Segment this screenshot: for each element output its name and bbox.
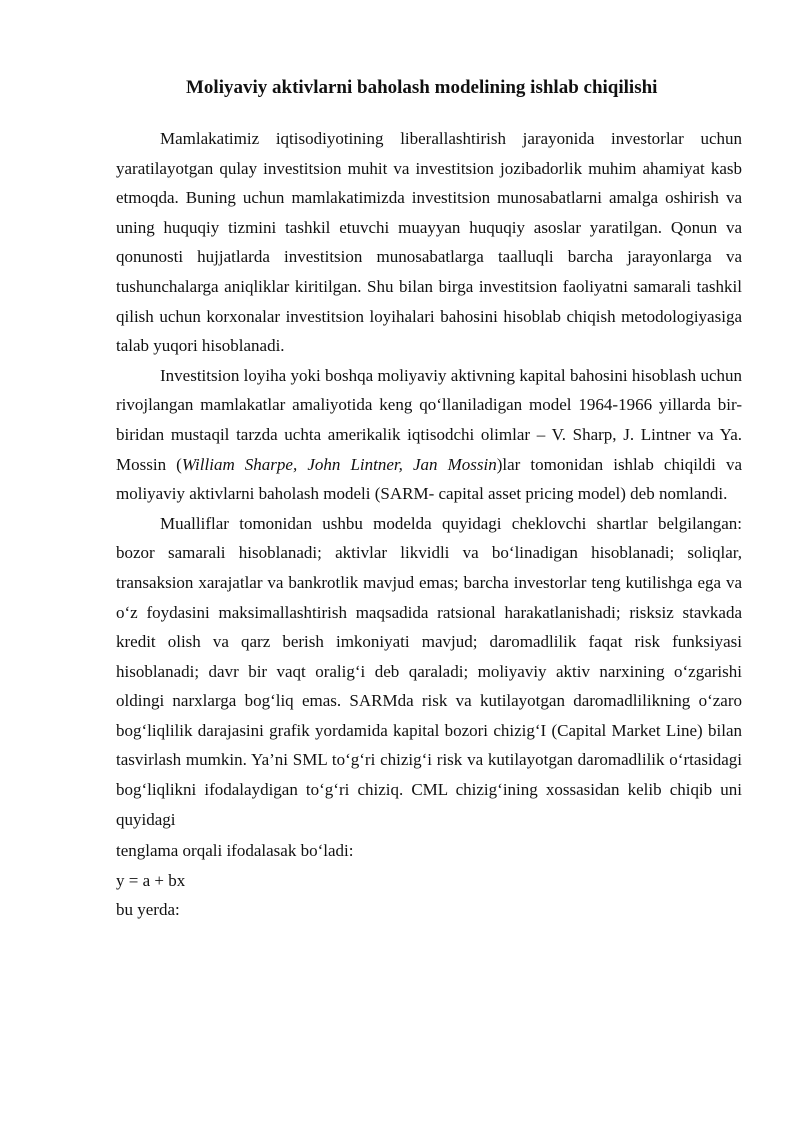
paragraph-capm-origin (116, 361, 742, 509)
document-title: Moliyaviy aktivlarni baholash modelining ishlab chiqilishi (186, 77, 658, 98)
paragraph-capm-origin-text-2: )lar tomonidan ishlab chiqildi va moliyaviy aktivlarni baholash modeli (SARM- capital asset pricing model) deb nomlandi. (116, 454, 742, 504)
paragraph-model-assumptions: Mualliflar tomonidan ushbu modelda quyidagi cheklovchi shartlar belgilangan: bozor samarali hisoblanadi; aktivlar likvidli va bo‘linadigan hisoblanadi; soliqlar, transaksion xarajatlar va bankrotlik mavjud emas; barcha investorlar teng kutilishga ega va o‘z foydasini maksimallashtirish maqsadida ratsional harakatlanishadi; risksiz stavkada kredit olish va qarz berish imkoniyati mavjud; daromadlilik faqat risk funksiyasi hisoblanadi; davr bir vaqt oralig‘i deb qaraladi; moliyaviy aktiv narxining o‘zgarishi oldingi narxlarga bog‘liq emas. SARMda risk va kutilayotgan daromadlilikning o‘zaro bog‘liqlilik darajasini grafik yordamida kapital bozori chizig‘I (Capital Market Line) bilan tasvirlash mumkin. Ya’ni SML to‘g‘ri chizig‘i risk va kutilayotgan daromadlilik o‘rtasidagi bog‘liqlikni ifodalaydigan to‘g‘ri chiziq. CML chizig‘ining xossasidan kelib chiqib uni quyidagi (116, 513, 742, 829)
equation-intro-line: tenglama orqali ifodalasak bo‘ladi: (116, 841, 354, 861)
paragraph-capm-origin-text-1: Investitsion loyiha yoki boshqa moliyaviy aktivning kapital bahosini hisoblash uchun rivojlangan mamlakatlar amaliyotida keng qo‘llaniladigan model 1964-1966 yillarda bir-biridan mustaqil tarzda uchta amerikalik iqtisodchi olimlar – V. Sharp, J. Lintner va Ya. Mossin ( (116, 365, 742, 474)
author-names-italic: William Sharpe, John Lintner, Jan Mossin (181, 454, 497, 474)
where-line: bu yerda: (116, 900, 180, 920)
equation-formula: y = a + bx (116, 870, 186, 890)
document-body (116, 124, 742, 925)
paragraph-intro: Mamlakatimiz iqtisodiyotining liberallashtirish jarayonida investorlar uchun yaratilayotgan qulay investitsion muhit va investitsion jozibadorlik muhim ahamiyat kasb etmoqda. Buning uchun mamlakatimizda investitsion munosabatlarni amalga oshirish va uning huquqiy tizmini tashkil etuvchi muayyan huquqiy asoslar yaratilgan. Qonun va qonunosti hujjatlarda investitsion munosabatlarga taalluqli barcha jarayonlarga va tushunchalarga aniqliklar kiritilgan. Shu bilan birga investitsion faoliyatni samarali tashkil qilish uchun korxonalar investitsion loyihalari bahosini hisoblab chiqish metodologiyasiga talab yuqori hisoblanadi. (116, 129, 742, 356)
